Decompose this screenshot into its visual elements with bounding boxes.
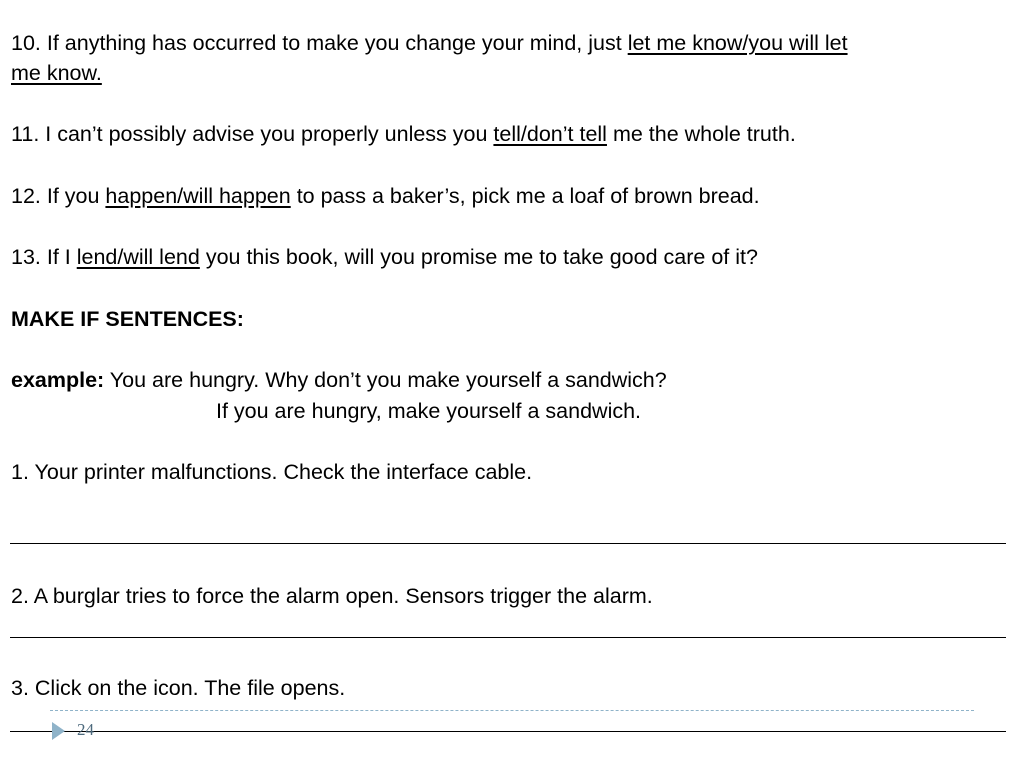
item-10-continued <box>11 58 102 88</box>
answer-line-3[interactable] <box>10 731 1006 732</box>
item-11-text-before: 11. I can’t possibly advise you properly unless you <box>11 122 494 146</box>
example-prompt: You are hungry. Why don’t you make yourself a sandwich? <box>104 368 667 392</box>
triangle-marker-icon <box>52 722 65 740</box>
item-13-text-after: you this book, will you promise me to take good care of it? <box>199 245 758 269</box>
item-11-text-after: me the whole truth. <box>606 122 796 146</box>
answer-line-2[interactable] <box>10 637 1006 638</box>
example-answer: If you are hungry, make yourself a sandwich. <box>216 399 642 423</box>
item-12-choice: happen/will happen <box>105 184 291 208</box>
item-12-text-before: 12. If you <box>11 184 106 208</box>
footer-divider <box>50 710 974 711</box>
example-label: example: <box>11 368 105 392</box>
item-12 <box>11 181 760 211</box>
item-13-choice: lend/will lend <box>76 245 200 269</box>
answer-line-1[interactable] <box>10 543 1006 544</box>
item-12-text-after: to pass a baker’s, pick me a loaf of brown bread. <box>290 184 760 208</box>
item-11-choice: tell/don’t tell <box>493 122 607 146</box>
exercise-3: 3. Click on the icon. The file opens. <box>11 676 346 700</box>
item-10-choice: let me know/you will let <box>627 31 848 55</box>
section-heading: MAKE IF SENTENCES: <box>11 307 244 331</box>
item-11 <box>11 119 796 149</box>
item-10 <box>11 28 848 58</box>
item-10-choice-continued: me know. <box>11 61 102 85</box>
exercise-2: 2. A burglar tries to force the alarm open. Sensors trigger the alarm. <box>11 584 653 608</box>
item-10-text: 10. If anything has occurred to make you change your mind, just <box>11 31 628 55</box>
example-line <box>11 365 667 395</box>
item-13 <box>11 242 758 272</box>
page-number: 24 <box>77 720 94 739</box>
exercise-1: 1. Your printer malfunctions. Check the interface cable. <box>11 460 533 484</box>
item-13-text-before: 13. If I <box>11 245 77 269</box>
